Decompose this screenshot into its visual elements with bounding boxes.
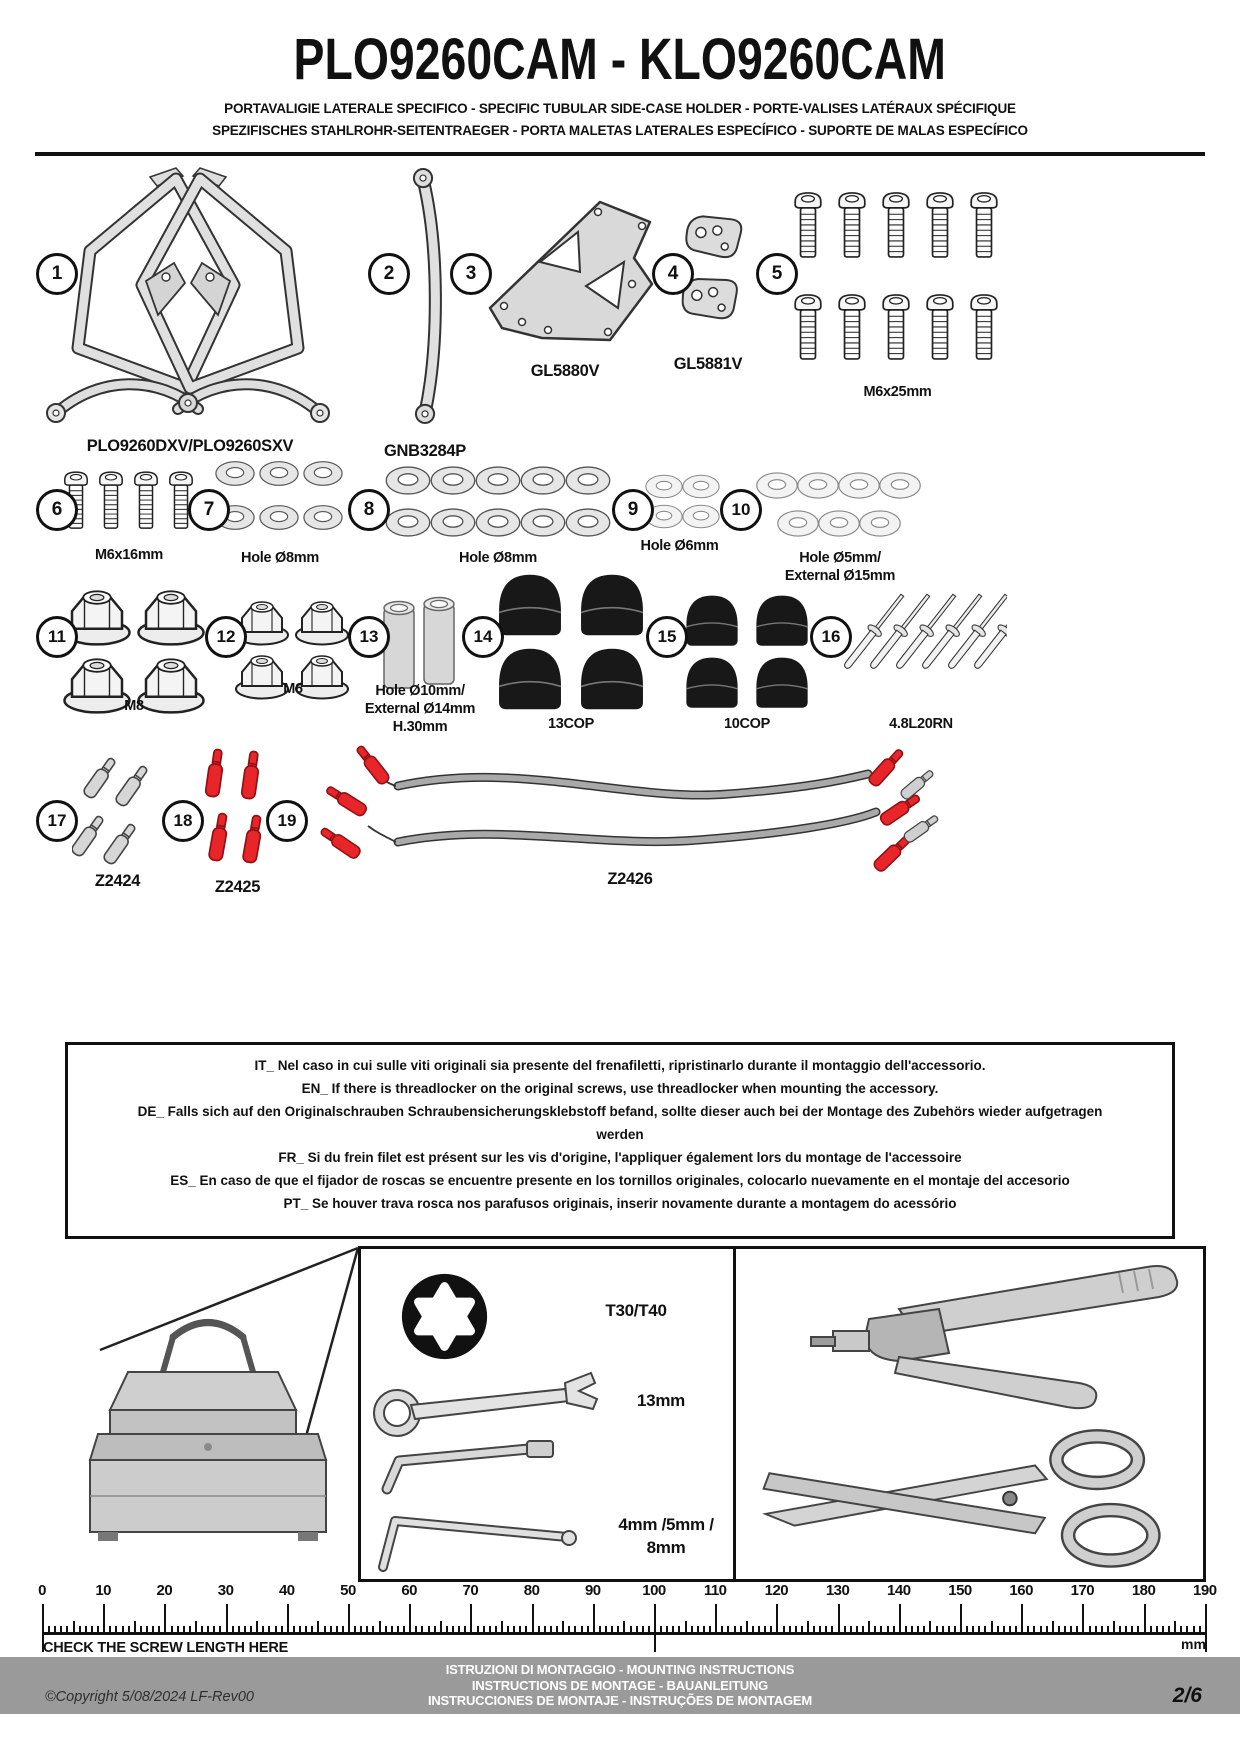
part-7-badge xyxy=(188,489,230,531)
part-13-number: 13 xyxy=(359,627,379,646)
ruler-tick xyxy=(838,1604,840,1634)
part-3-label: GL5880V xyxy=(530,362,600,380)
part-11-badge xyxy=(36,616,78,658)
ruler-number: 150 xyxy=(948,1582,972,1599)
part-14-caps-illustration xyxy=(490,568,652,714)
part-8-label: Hole Ø8mm xyxy=(459,550,537,566)
ruler-tick xyxy=(654,1604,656,1652)
part-12-badge xyxy=(205,616,247,658)
part-9-label: Hole Ø6mm xyxy=(640,538,719,554)
part-7-number: 7 xyxy=(203,499,215,520)
part-16-number: 16 xyxy=(821,627,841,646)
part-10-washers-illustration xyxy=(755,472,923,544)
part-2-strut-illustration xyxy=(392,165,454,427)
part-8-number: 8 xyxy=(363,499,375,520)
part-10-badge xyxy=(720,489,762,531)
part-15-label: 10COP xyxy=(723,716,771,732)
part-3-plate-illustration xyxy=(482,188,662,356)
part-8-washers-illustration xyxy=(385,466,613,546)
part-4-number: 4 xyxy=(667,263,679,284)
part-16-badge xyxy=(810,616,852,658)
part-15-caps-illustration xyxy=(678,590,816,710)
part-13-spacers-illustration xyxy=(380,590,460,698)
part-1-label: PLO9260DXV/PLO9260SXV xyxy=(86,437,294,455)
ruler-number: 130 xyxy=(825,1582,850,1599)
part-1-badge xyxy=(36,253,78,295)
part-7-label: Hole Ø8mm xyxy=(241,550,319,566)
part-2-number: 2 xyxy=(383,263,395,284)
hex-key-size-label-line1: 4mm /5mm / xyxy=(618,1515,714,1534)
threadlocker-note-box xyxy=(65,1042,1175,1239)
ruler-tick xyxy=(287,1604,289,1634)
footer-line-3: INSTRUCCIONES DE MONTAJE - INSTRUÇÕES DE MONTAGEM xyxy=(427,1693,813,1708)
part-10-label-line1: Hole Ø5mm/ xyxy=(799,550,881,566)
header-rule xyxy=(35,152,1205,156)
part-6-badge xyxy=(36,489,78,531)
part-16-label: 4.8L20RN xyxy=(889,716,953,732)
part-9-number: 9 xyxy=(627,499,639,520)
part-11-nuts-illustration xyxy=(60,583,208,717)
part-5-number: 5 xyxy=(771,263,783,284)
part-14-label: 13COP xyxy=(547,716,595,732)
note-line-pt: PT_ Se houver trava rosca nos parafusos originais, inserir novamente durante a montagem do acessório xyxy=(283,1196,957,1211)
ruler-baseline xyxy=(42,1632,1207,1635)
part-10-number: 10 xyxy=(731,500,751,519)
part-3-number: 3 xyxy=(465,263,477,284)
ruler-number: 80 xyxy=(523,1582,540,1599)
ruler-number: 120 xyxy=(764,1582,789,1599)
part-2-label: GNB3284P xyxy=(384,442,466,460)
part-6-screws-illustration xyxy=(60,460,198,544)
ruler-tick xyxy=(1144,1604,1146,1634)
ruler-number: 140 xyxy=(887,1582,911,1599)
part-15-number: 15 xyxy=(657,627,677,646)
part-17-number: 17 xyxy=(47,811,67,830)
note-line-it: IT_ Nel caso in cui sulle viti originali sia presente del frenafiletti, ripristinarlo durante il montaggio dell'accessorio. xyxy=(254,1058,986,1073)
tools-panel xyxy=(358,1246,1206,1582)
part-4-label: GL5881V xyxy=(673,355,743,373)
part-13-label-line2: External Ø14mm xyxy=(364,701,476,717)
part-5-label: M6x25mm xyxy=(863,384,932,400)
ruler-tick xyxy=(470,1604,472,1634)
ruler-tick xyxy=(1021,1604,1023,1634)
part-1-number: 1 xyxy=(51,263,63,284)
part-18-label: Z2425 xyxy=(214,878,261,896)
part-6-number: 6 xyxy=(51,499,63,520)
wrench-size-label: 13mm xyxy=(637,1391,685,1410)
part-5-screws-illustration xyxy=(790,178,1005,378)
ruler-unit-label: mm xyxy=(1181,1636,1206,1652)
ruler-check-text: CHECK THE SCREW LENGTH HERE xyxy=(43,1640,289,1656)
part-10-label-line2: External Ø15mm xyxy=(784,568,896,584)
ruler-number: 30 xyxy=(217,1582,234,1599)
rivet-gun-icon xyxy=(749,1257,1199,1417)
ruler-number: 170 xyxy=(1070,1582,1095,1599)
note-line-es: ES_ En caso de que el fijador de roscas se encuentre presente en los tornillos originales, colocarlo nuevamente en el montaje del accesorio xyxy=(170,1173,1070,1188)
ruler-number: 190 xyxy=(1193,1582,1217,1599)
page-title: PLO9260CAM - KLO9260CAM xyxy=(293,27,947,92)
hex-key-icon xyxy=(369,1501,589,1576)
footer-line-1: ISTRUZIONI DI MONTAGGIO - MOUNTING INSTRUCTIONS xyxy=(445,1662,795,1677)
torx-size-label: T30/T40 xyxy=(605,1301,667,1320)
ruler-number: 70 xyxy=(462,1582,479,1599)
ruler-tick xyxy=(899,1604,901,1634)
part-2-badge xyxy=(368,253,410,295)
part-12-label: M6 xyxy=(283,681,303,697)
part-12-number: 12 xyxy=(216,627,236,646)
torx-bit-icon xyxy=(399,1271,491,1363)
ruler-number: 180 xyxy=(1131,1582,1156,1599)
toolbox-illustration xyxy=(68,1292,348,1577)
subtitle-line-2: SPEZIFISCHES STAHLROHR-SEITENTRAEGER - PORTA MALETAS LATERALES ESPECÍFICO - SUPORTE DE MALAS ESPECÍFICO xyxy=(212,123,1028,138)
ruler-tick xyxy=(1082,1604,1084,1634)
part-17-badge xyxy=(36,800,78,842)
ruler-tick xyxy=(593,1604,595,1634)
part-18-connectors-illustration xyxy=(198,745,278,873)
ruler-number: 100 xyxy=(642,1582,666,1599)
ruler-number: 40 xyxy=(278,1582,295,1599)
ruler-tick xyxy=(715,1604,717,1634)
subtitle-line-1: PORTAVALIGIE LATERALE SPECIFICO - SPECIFIC TUBULAR SIDE-CASE HOLDER - PORTE-VALISES LATÉRAUX SPÉCIFIQUE xyxy=(224,101,1016,116)
part-17-connectors-illustration xyxy=(72,750,162,870)
ruler-tick xyxy=(776,1604,778,1634)
part-6-label: M6x16mm xyxy=(94,547,164,563)
hex-key-size-label-line2: 8mm xyxy=(646,1538,686,1557)
ruler-number: 90 xyxy=(584,1582,601,1599)
footer-line-2: INSTRUCTIONS DE MONTAGE - BAUANLEITUNG xyxy=(471,1677,769,1693)
note-line-fr: FR_ Si du frein filet est présent sur les vis d'origine, l'appliquer également lors du montage de l'accessoire xyxy=(278,1150,962,1165)
copyright-text: ©Copyright 5/08/2024 LF-Rev00 xyxy=(45,1689,254,1705)
part-4-badge xyxy=(652,253,694,295)
part-3-badge xyxy=(450,253,492,295)
tools-panel-divider xyxy=(733,1249,736,1579)
ruler-tick xyxy=(409,1604,411,1634)
part-13-badge xyxy=(348,616,390,658)
part-19-number: 19 xyxy=(277,811,297,830)
ruler-number: 60 xyxy=(401,1582,418,1599)
part-9-badge xyxy=(612,489,654,531)
ruler-number: 160 xyxy=(1009,1582,1033,1599)
ruler-number: 20 xyxy=(156,1582,173,1599)
ruler-tick xyxy=(348,1604,350,1634)
part-5-badge xyxy=(756,253,798,295)
ruler-number: 110 xyxy=(703,1582,727,1599)
part-17-label: Z2424 xyxy=(94,872,141,890)
part-1-frame-illustration xyxy=(38,162,338,434)
part-14-badge xyxy=(462,616,504,658)
ruler-tick xyxy=(164,1604,166,1634)
footer-center-text xyxy=(280,1662,960,1709)
part-19-harness-illustration xyxy=(298,742,943,884)
scissors-icon xyxy=(749,1417,1199,1577)
ruler-number: 50 xyxy=(340,1582,356,1599)
part-18-badge xyxy=(162,800,204,842)
part-11-label: M8 xyxy=(124,698,144,714)
part-16-rivets-illustration xyxy=(835,580,1007,714)
part-14-number: 14 xyxy=(473,627,493,646)
ruler-tick xyxy=(226,1604,228,1634)
part-13-label-line3: H.30mm xyxy=(392,719,448,735)
part-13-label-line1: Hole Ø10mm/ xyxy=(375,683,465,699)
ruler-number: 0 xyxy=(38,1582,46,1599)
note-line-en: EN_ If there is threadlocker on the original screws, use threadlocker when mounting the accessory. xyxy=(301,1081,939,1096)
ruler-tick xyxy=(103,1604,105,1634)
note-line-de-2: werden xyxy=(596,1127,644,1142)
footer-bar xyxy=(0,1657,1240,1714)
part-19-label: Z2426 xyxy=(607,870,653,888)
part-7-washers-illustration xyxy=(215,460,343,544)
ruler-tick xyxy=(960,1604,962,1634)
part-8-badge xyxy=(348,489,390,531)
part-18-number: 18 xyxy=(173,811,193,830)
wrench-icon xyxy=(369,1361,599,1496)
part-9-washers-illustration xyxy=(645,474,721,532)
note-line-de: DE_ Falls sich auf den Originalschrauben Schraubensicherungsklebstoff befand, sollte dieser auch bei der Montage des Zubehörs wieder aufgetragen xyxy=(137,1104,1103,1119)
part-15-badge xyxy=(646,616,688,658)
ruler-tick xyxy=(532,1604,534,1634)
part-19-badge xyxy=(266,800,308,842)
part-11-number: 11 xyxy=(48,627,66,646)
page-number: 2/6 xyxy=(1172,1684,1202,1707)
ruler-number: 10 xyxy=(95,1582,112,1599)
